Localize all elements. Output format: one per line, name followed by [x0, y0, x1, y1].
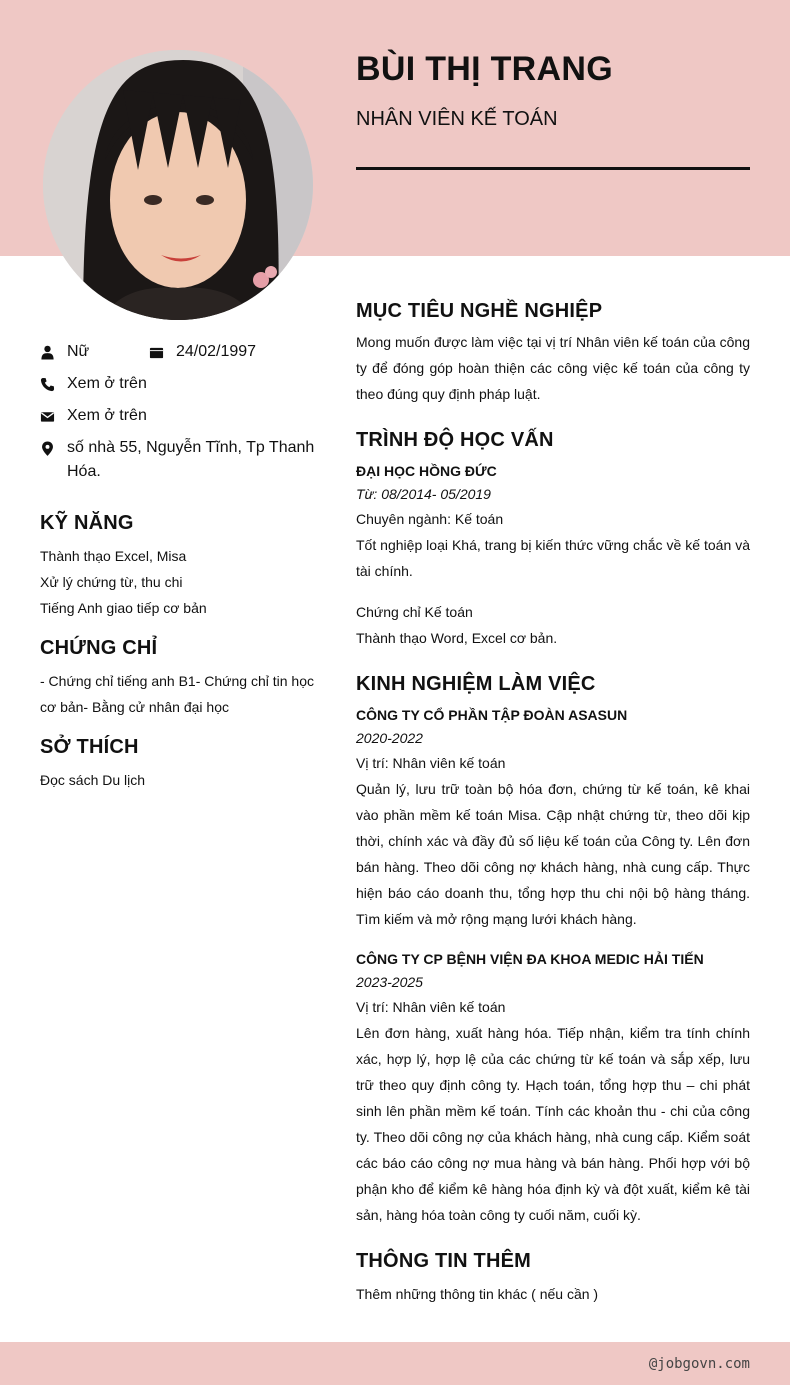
- hobbies-heading: SỞ THÍCH: [40, 736, 139, 758]
- education-school: ĐẠI HỌC HỒNG ĐỨC: [356, 463, 497, 479]
- skill-item: Tiếng Anh giao tiếp cơ bản: [40, 600, 207, 616]
- education-period: Từ: 08/2014- 05/2019: [356, 486, 491, 502]
- objective-text: Mong muốn được làm việc tại vị trí Nhân viên kế toán của công ty để đóng góp hoàn thiện các công việc kế toán của công ty theo đúng quy định pháp luật.: [356, 334, 750, 402]
- job-position: Vị trí: Nhân viên kế toán: [356, 755, 506, 771]
- experience-job: [356, 704, 750, 932]
- job-period: 2020-2022: [356, 730, 423, 746]
- left-column: [40, 340, 320, 793]
- additional-heading: THÔNG TIN THÊM: [356, 1250, 532, 1272]
- job-company: CÔNG TY CP BỆNH VIỆN ĐA KHOA MEDIC HẢI TIẾN: [356, 951, 704, 967]
- experience-job: [356, 948, 750, 1228]
- education-extra-skill: Thành thạo Word, Excel cơ bản.: [356, 630, 558, 646]
- job-period: 2023-2025: [356, 974, 423, 990]
- birthdate-value: 24/02/1997: [176, 343, 257, 360]
- education-major: Chuyên ngành: Kế toán: [356, 511, 504, 527]
- info-gender-birthdate: [40, 340, 320, 364]
- phone-icon: [40, 372, 67, 396]
- additional-text: Thêm những thông tin khác ( nếu cần ): [356, 1286, 599, 1302]
- email-value: Xem ở trên: [67, 407, 147, 424]
- right-column: [356, 300, 750, 1307]
- certificates-text: - Chứng chỉ tiếng anh B1- Chứng chỉ tin học cơ bản- Bằng cử nhân đại học: [40, 673, 315, 715]
- job-description: Quản lý, lưu trữ toàn bộ hóa đơn, chứng từ kế toán, kê khai vào phần mềm kế toán Misa. Cập nhật chứng từ, theo dõi kịp thời, chính xác và đầy đủ số liệu kế toán của Công ty. Lên đơn bán hàng. Theo dõi công nợ khách hàng, nhà cung cấp. Thực hiện báo cáo doanh thu, tổng hợp thu chi nội bộ hàng tháng. Tìm kiếm và mở rộng mạng lưới khách hàng.: [356, 781, 750, 927]
- person-icon: [40, 340, 67, 364]
- hobbies-text: Đọc sách Du lịch: [40, 772, 146, 788]
- job-description: Lên đơn hàng, xuất hàng hóa. Tiếp nhận, kiểm tra tính chính xác, hợp lý, hợp lệ của các chứng từ kế toán và sắp xếp, lưu trữ theo quy định công ty. Hạch toán, tổng hợp thu – chi phát sinh lên phần mềm kế toán. Tính các khoản thu - chi của công ty. Theo dõi công nợ của khách hàng, nhà cung cấp. Kiểm soát các báo cáo công nợ mua hàng và bán hàng. Phối hợp với bộ phận kho để kiểm kê hàng hóa định kỳ và đột xuất, kiểm kê tài sản, hàng hóa toàn công ty cuối năm, cuối kỳ.: [356, 1025, 750, 1223]
- title-divider: [356, 167, 750, 170]
- education-extra-certificate: Chứng chỉ Kế toán: [356, 604, 473, 620]
- candidate-title: NHÂN VIÊN KẾ TOÁN: [356, 108, 558, 130]
- skill-item: Xử lý chứng từ, thu chi: [40, 574, 183, 590]
- phone-value: Xem ở trên: [67, 375, 147, 392]
- education-heading: TRÌNH ĐỘ HỌC VẤN: [356, 429, 554, 451]
- info-email: [40, 404, 320, 428]
- address-value: số nhà 55, Nguyễn Tĩnh, Tp Thanh Hóa.: [67, 439, 315, 480]
- avatar: [43, 50, 313, 320]
- certificates-heading: CHỨNG CHỈ: [40, 637, 158, 659]
- candidate-name: BÙI THỊ TRANG: [356, 50, 613, 88]
- skills-list: [40, 543, 320, 621]
- job-position: Vị trí: Nhân viên kế toán: [356, 999, 506, 1015]
- education-description: Tốt nghiệp loại Khá, trang bị kiến thức vững chắc về kế toán và tài chính.: [356, 537, 750, 579]
- skills-heading: KỸ NĂNG: [40, 512, 134, 534]
- location-pin-icon: [40, 436, 67, 460]
- mail-icon: [40, 404, 67, 428]
- gender-value: Nữ: [67, 343, 90, 360]
- job-company: CÔNG TY CỔ PHẦN TẬP ĐOÀN ASASUN: [356, 707, 628, 723]
- info-phone: [40, 372, 320, 396]
- objective-heading: MỤC TIÊU NGHỀ NGHIỆP: [356, 300, 603, 322]
- footer-brand: @jobgovn.com: [648, 1356, 750, 1372]
- skill-item: Thành thạo Excel, Misa: [40, 548, 187, 564]
- info-address: [40, 436, 320, 484]
- calendar-icon: [149, 340, 176, 364]
- profile-photo: [43, 50, 313, 320]
- experience-heading: KINH NGHIỆM LÀM VIỆC: [356, 673, 596, 695]
